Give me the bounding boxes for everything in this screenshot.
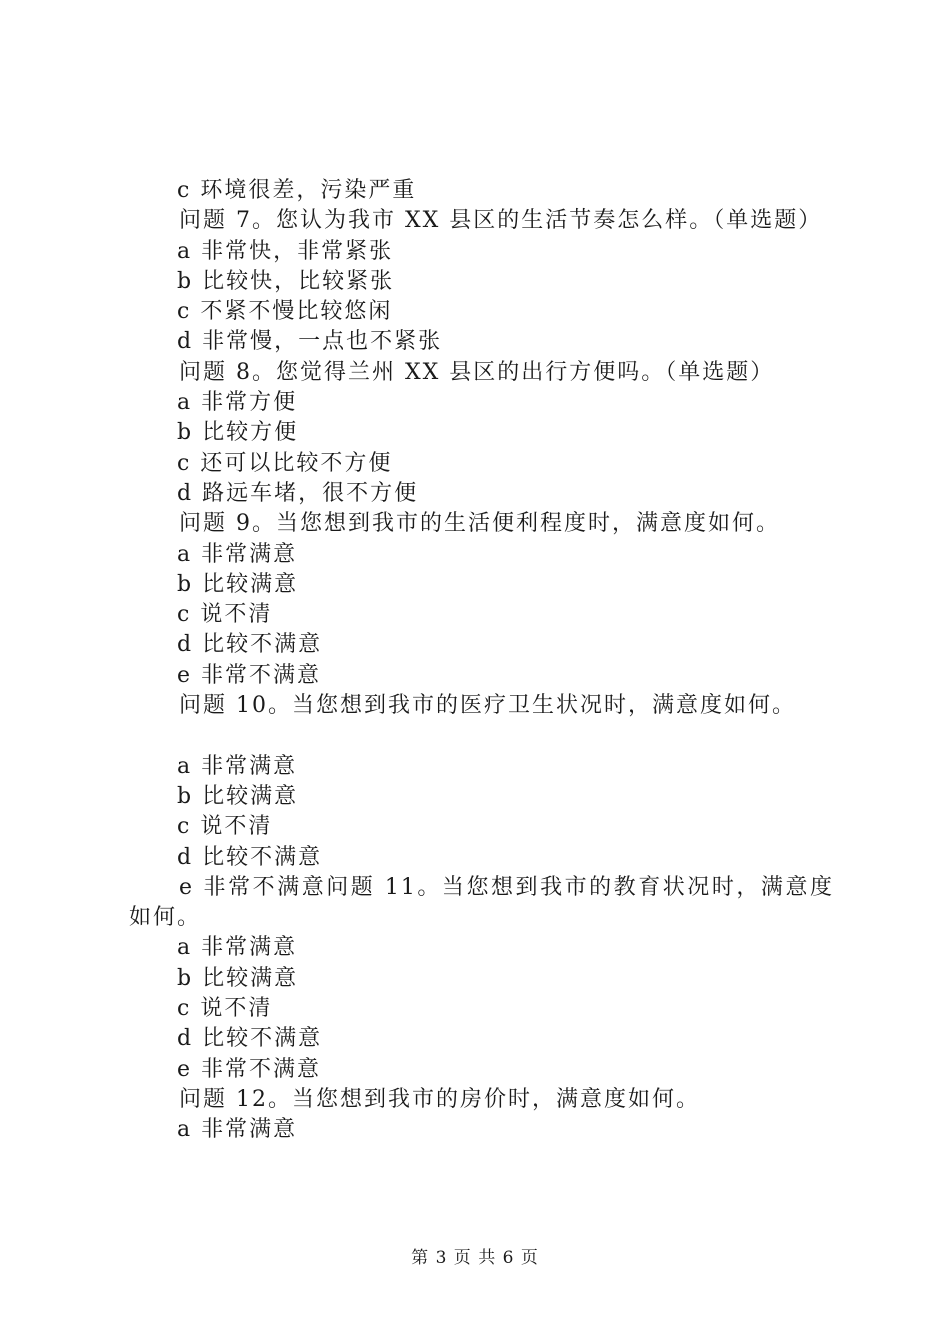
survey-content <box>129 176 834 1146</box>
answer-option: a 非常满意 <box>177 1117 298 1143</box>
answer-option: a 非常满意 <box>177 541 298 567</box>
answer-option: c 说不清 <box>177 996 273 1022</box>
answer-option: b 比较快，比较紧张 <box>177 268 395 294</box>
answer-option: a 非常满意 <box>177 935 298 961</box>
page-footer: 第 3 页 共 6 页 <box>411 1248 539 1268</box>
answer-option: c 说不清 <box>177 602 273 628</box>
question-text: 问题 8。您觉得兰州 XX 县区的出行方便吗。（单选题） <box>179 359 775 385</box>
question-text: 问题 9。当您想到我市的生活便利程度时，满意度如何。 <box>179 511 780 537</box>
answer-option: d 非常慢，一点也不紧张 <box>177 329 443 355</box>
question-text: e 非常不满意问题 11。当您想到我市的教育状况时，满意度如何。 <box>129 874 834 931</box>
answer-option: e 非常不满意 <box>177 662 322 688</box>
question-text: 问题 7。您认为我市 XX 县区的生活节奏怎么样。（单选题） <box>179 208 823 234</box>
question-text: 问题 10。当您想到我市的医疗卫生状况时，满意度如何。 <box>179 693 796 719</box>
answer-option: b 比较满意 <box>177 571 299 597</box>
survey-lines <box>129 176 834 1146</box>
answer-option: c 环境很差，污染严重 <box>177 178 417 203</box>
answer-option: d 路远车堵，很不方便 <box>177 480 419 506</box>
answer-option: c 说不清 <box>177 814 273 840</box>
answer-option: d 比较不满意 <box>177 1026 323 1052</box>
blank-line <box>129 721 834 751</box>
answer-option: b 比较方便 <box>177 420 299 446</box>
answer-option: d 比较不满意 <box>177 844 323 870</box>
answer-option: e 非常不满意 <box>177 1056 322 1082</box>
answer-option: a 非常快，非常紧张 <box>177 238 394 264</box>
answer-option: b 比较满意 <box>177 965 299 991</box>
answer-option: a 非常满意 <box>177 753 298 779</box>
answer-option: a 非常方便 <box>177 390 298 416</box>
answer-option: b 比较满意 <box>177 783 299 809</box>
answer-option: c 还可以比较不方便 <box>177 450 393 476</box>
answer-option: c 不紧不慢比较悠闲 <box>177 299 393 325</box>
answer-option: d 比较不满意 <box>177 632 323 658</box>
question-text: 问题 12。当您想到我市的房价时，满意度如何。 <box>179 1086 700 1112</box>
